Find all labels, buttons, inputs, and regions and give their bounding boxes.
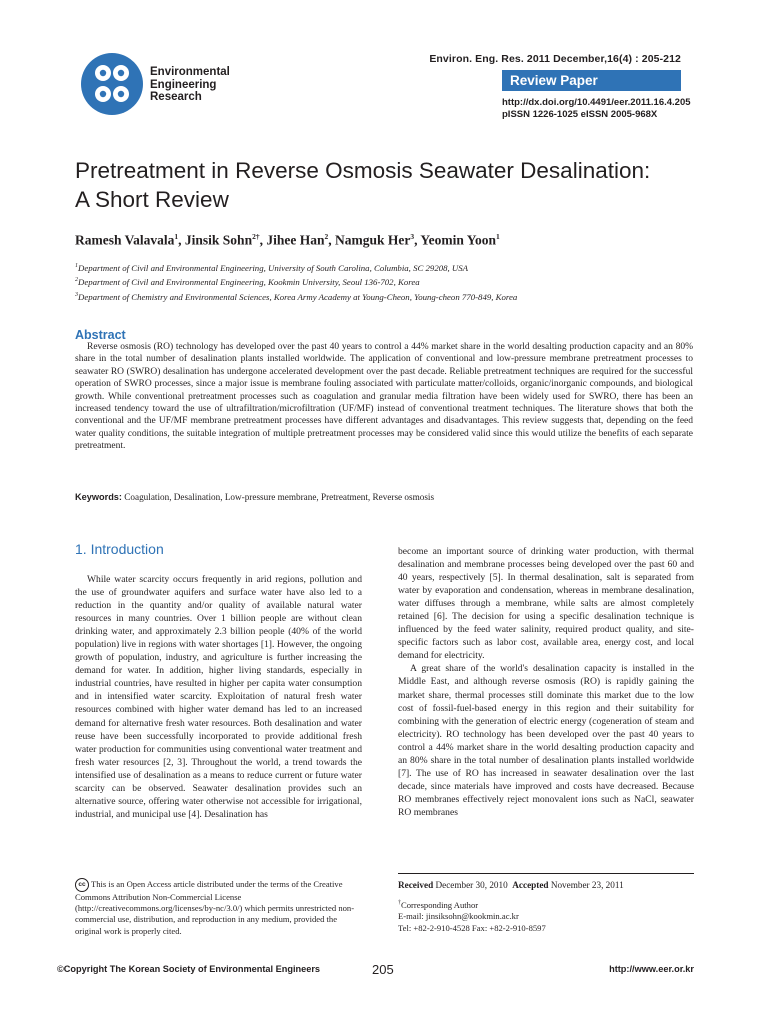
open-access-note xyxy=(75,878,365,937)
creative-commons-icon: cc xyxy=(75,878,89,892)
affiliation-list xyxy=(75,260,517,303)
page-title xyxy=(75,156,715,214)
title-line-1: Pretreatment in Reverse Osmosis Seawater Desalination: xyxy=(75,158,651,183)
section-heading-introduction: 1. Introduction xyxy=(75,541,164,557)
paragraph: While water scarcity occurs frequently in arid regions, pollution and the use of groundwater aquifers and surface water have also led to a reduction in the quantity and/or quality of available natural water resources in many countries. Over 1 billion people are without clean drinking water, and approximately 2.3 billion people (40% of the world population) live in regions with water shortages [1]. However, the ongoing growth of population, industry, and agriculture is further increasing the demand for water. In addition, higher living standards, especially in industrial countries, have resulted in higher per capita water consumption and in intensified water scarcity. Exploitation of natural fresh water resources combined with higher water demand has led to an increased demand for alternative fresh water resources. Both desalination and water reuse have been successfully incorporated to provide additional fresh water production for communities using conventional water treatment and fresh water resources [2, 3]. Throughout the world, a trend towards the intensified use of desalination as a means to reduce current or future water scarcity can be observed. Seawater desalination provides such an alternative source, offering water otherwise not accessible for irrigational, industrial, and municipal use [4]. Desalination has xyxy=(75,574,362,820)
corresp-label: Corresponding Author xyxy=(401,899,479,910)
logo-line-3: Research xyxy=(150,91,202,103)
author-affil-mark: 2† xyxy=(252,232,260,241)
affiliation-mark: 1 xyxy=(75,263,78,269)
paragraph: become an important source of drinking water production, with thermal desalination and membrane processes being developed over the past 60 and 40 years, respectively [5]. In thermal desalination, salt is separated from water by evaporation and condensation, whereas in membrane desalination, water diffuses through a membrane, while salts are almost completely retained [6]. The decision for using a specific desalination technique is influenced by the feed water salinity, required product quality, and site-specific factors such as labor cost, available area, energy cost, and local demand for electricity. xyxy=(398,546,694,662)
author-name: , Namguk Her xyxy=(328,232,411,248)
doi-link[interactable]: http://dx.doi.org/10.4491/eer.2011.16.4.205 xyxy=(502,97,691,108)
affiliation-item xyxy=(75,289,517,303)
issn-text: pISSN 1226-1025 eISSN 2005-968X xyxy=(502,109,658,120)
page-number: 205 xyxy=(372,962,394,977)
keywords-label: Keywords: xyxy=(75,492,122,502)
corresponding-author xyxy=(398,898,546,935)
phone-fax-text: Tel: +82-2-910-4528 Fax: +82-2-910-8597 xyxy=(398,923,546,934)
body-column-right xyxy=(398,545,694,819)
author-name: , Jihee Han xyxy=(259,232,325,248)
abstract-text: Reverse osmosis (RO) technology has developed over the past 40 years to control a 44% market share in the world desalting production capacity and an 80% share in the total number of desalination plants installed worldwide. The application of conventional and low-pressure membrane pretreatment processes to seawater RO (SWRO) desalination has undergone accelerated development over the past decade. Reliable pretreatment techniques are required for the successful operation of SWRO processes, since a major issue is membrane fouling associated with particulate matter/colloids, organic/inorganic compounds, and biological growth. While conventional pretreatment processes such as coagulation and granular media filtration have been widely used for SWRO, there has been an increased tendency toward the use of ultrafiltration/microfiltration (UF/MF) instead of conventional treatment techniques. The literature shows that both the conventional and the UF/MF membrane pretreatment processes have different advantages and disadvantages. This review suggests that, depending on the feed water quality conditions, the suitable integration of multiple pretreatment processes may be considered valid since this would utilize the benefits of each separate pretreatment. xyxy=(75,342,693,452)
corresp-mark: † xyxy=(398,900,401,906)
journal-logo-icon xyxy=(80,52,144,116)
abstract-heading: Abstract xyxy=(75,328,126,342)
logo-line-2: Engineering xyxy=(150,78,217,91)
article-type-badge: Review Paper xyxy=(502,70,681,91)
affiliation-mark: 3 xyxy=(75,291,78,298)
journal-logo-text xyxy=(150,66,230,104)
journal-reference: Environ. Eng. Res. 2011 December,16(4) : 205-212 xyxy=(429,53,681,65)
author-affil-mark: 1 xyxy=(495,232,500,241)
author-affil-mark: 1 xyxy=(174,232,179,241)
license-text: This is an Open Access article distributed under the terms of the Creative Commons Attribution Non-Commercial License (http://creativecommons.org/licenses/by-nc/3.0/) which permits unrestricted non-commercial use, distribution, and reproduction in any medium, provided the original work is properly cited. xyxy=(75,878,355,936)
corresp-line xyxy=(398,898,546,911)
logo-line-1: Environmental xyxy=(150,66,230,78)
title-line-2: A Short Review xyxy=(75,187,229,212)
author-name: , Jinsik Sohn xyxy=(178,232,253,248)
author-affil-mark: 2 xyxy=(324,232,329,241)
accepted-label: Accepted xyxy=(512,880,549,890)
email-text[interactable]: E-mail: jinsiksohn@kookmin.ac.kr xyxy=(398,911,519,922)
affiliation-item xyxy=(75,274,517,288)
keywords xyxy=(75,492,434,502)
affiliation-text: Department of Chemistry and Environmental Sciences, Korea Army Academy at Young-Cheon, Young-cheon 770-849, Korea xyxy=(78,291,518,302)
dates-line xyxy=(398,880,624,890)
doi-block xyxy=(502,97,691,121)
copyright-text: ©Copyright The Korean Society of Environmental Engineers xyxy=(57,964,321,974)
author-list xyxy=(75,232,500,249)
received-date: December 30, 2010 xyxy=(433,880,508,890)
author-name: , Yeomin Yoon xyxy=(414,232,496,248)
paragraph: A great share of the world's desalination capacity is installed in the Middle East, and although reverse osmosis (RO) is rapidly gaining the market share, thermal processes still dominate this market due to the low cost of fossil-fuel-based energy in this region and their suitability for combining with the generation of electric energy (cogeneration of steam and electricity). RO technology has been developed over the past 40 years to control a 44% market share in the world desalting production capacity and an 80% share in the total number of desalination plants installed worldwide [7]. The use of RO has increased in seawater desalination over the last decade, since materials have improved and costs have decreased. Because RO membranes effectively reject monovalent ions such as NaCl, seawater RO membranes xyxy=(398,663,694,818)
divider xyxy=(398,873,694,874)
affiliation-mark: 2 xyxy=(75,277,78,284)
keywords-text: Coagulation, Desalination, Low-pressure membrane, Pretreatment, Reverse osmosis xyxy=(121,492,435,502)
body-column-left xyxy=(75,573,362,821)
received-label: Received xyxy=(398,880,434,890)
author-name: Ramesh Valavala xyxy=(75,232,175,248)
affiliation-item xyxy=(75,260,517,274)
affiliation-text: Department of Civil and Environmental Engineering, University of South Carolina, Columbia, SC 29208, USA xyxy=(78,262,469,273)
affiliation-text: Department of Civil and Environmental Engineering, Kookmin University, Seoul 136-702, Korea xyxy=(78,277,420,288)
author-affil-mark: 3 xyxy=(410,232,415,241)
journal-url-link[interactable]: http://www.eer.or.kr xyxy=(609,964,694,974)
accepted-date: November 23, 2011 xyxy=(548,880,624,890)
